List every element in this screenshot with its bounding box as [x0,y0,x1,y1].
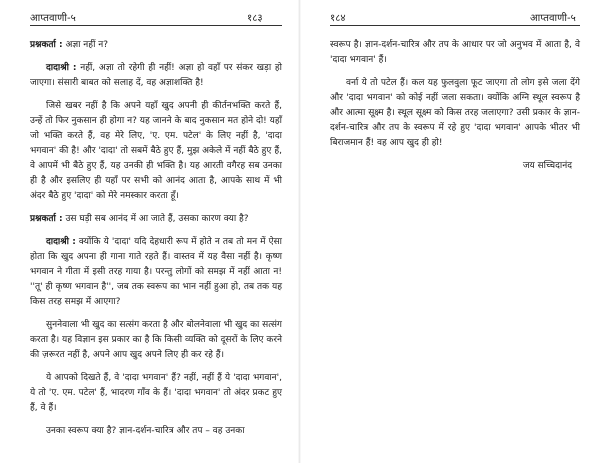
paragraph-text: उस घड़ी सब आनंद में आ जाते हैं, उसका कारण क्या है? [65,214,249,224]
paragraph-text: क्योंकि ये 'दादा' यदि देहधारी रूप में होते न तब तो मन में ऐसा होता कि खुद अपना ही गाना गाते रहते हैं। वास्तव में यह वैसा नहीं है। कृष्ण भगवान ने गीता में इसी तरह गाया है। परन्तु लोगों को समझ में नहीं आता न! ''तू' ही कृष्ण भगवान है'', जब तक स्वरूप का भान नहीं हुआ हो, तब तक यह किस तरह समझ में आएगा? [30,237,282,307]
left-header-rule [30,25,282,26]
speaker-label: प्रश्नकर्ता : [30,40,63,50]
speaker-label: दादाश्री : [46,237,76,247]
paragraph [30,318,282,363]
speaker-label: दादाश्री : [46,63,77,73]
paragraph-text: वर्ना ये तो पटेल हैं। कल यह फुलवुला फूट जाएगा तो लोग इसे जला देंगे और 'दादा भगवान' को कोई नहीं जला सकता। क्योंकि अग्नि स्थूल स्वरूप है और आत्मा सूक्ष्म है। स्थूल सूक्ष्म को किस तरह जलाएगा? उसी प्रकार के ज्ञान-दर्शन-चारित्र और तप के स्वरूप में रहे हुए 'दादा भगवान' आपके भीतर भी बिराजमान हैं! वह आप खुद ही हो! [330,78,580,148]
paragraph [30,212,282,227]
paragraph-text: स्वरूप है। ज्ञान-दर्शन-चारित्र और तप के आधार पर जो अनुभव में आता है, वे 'दादा भगवान' हैं। [330,40,580,65]
paragraph [30,61,282,91]
right-running-title: आप्तवाणी-५ [530,13,576,24]
right-page-number: १८४ [330,13,346,24]
paragraph-text: नहीं, अज्ञा तो रहेगी ही नहीं! अज्ञा हो वहाँ पर संकर खड़ा हो जाएगा। संसारी बाबत को सलाह दें, वह अज्ञाशक्ति है! [30,63,282,88]
left-page-number: १८३ [247,13,263,24]
paragraph-text: अज्ञा नहीं न? [65,40,109,50]
paragraph-text: उनका स्वरूप क्या है? ज्ञान-दर्शन-चारित्र और तप – वह उनका [46,426,245,436]
closing-signature: जय सच्चिदानंद [522,161,572,171]
paragraph [30,371,282,416]
paragraph [330,38,580,68]
right-body-text [330,38,580,174]
paragraph [30,235,282,310]
paragraph-text: सुननेवाला भी खुद का सत्संग करता है और बोलनेवाला भी खुद का सत्संग करता है। यह विज्ञान इस प्रकार का है कि किसी व्यक्ति को दूसरों के लिए करने की ज़रूरत नहीं है, अपने आप खुद अपने लिए ही कर रहे हैं। [30,320,282,360]
paragraph [330,76,580,151]
paragraph [30,424,282,439]
paragraph-text: ये आपको दिखते हैं, वे 'दादा भगवान' हैं? नहीं, नहीं हैं ये 'दादा भगवान', ये तो 'ए. एम. पटेल' हैं, भादरण गाँव के हैं। 'दादा भगवान' तो अंदर प्रकट हुए हैं, वे हैं। [30,373,282,413]
right-header-rule [330,25,580,26]
left-body-text [30,38,282,447]
paragraph [30,99,282,204]
speaker-label: प्रश्नकर्ता : [30,214,63,224]
left-running-title: आप्तवाणी-५ [30,13,76,24]
paragraph [30,38,282,53]
paragraph-text: जिसे खबर नहीं है कि अपने यहाँ खुद अपनी ही कीर्तनभक्ति करते हैं, उन्हें तो फिर नुकसान ही होगा न? यह जानने के बाद नुकसान मत होने दो! यहाँ जो भक्ति करते हैं, वह मेरे लिए, 'ए. एम. पटेल' के लिए नहीं है, 'दादा भगवान' की है! और 'दादा' तो सबमें बैठे हुए हैं, मुझ अकेले में नहीं बैठे हुए हैं, वे आपमें भी बैठे हुए हैं, यह उनकी ही भक्ति है। यह आरती वगैरह सब उनका ही है और इसलिए ही यहाँ पर सभी को आनंद आता है, आपके साथ में भी अंदर बैठे हुए 'दादा' को मेरे नमस्कार करता हूँ। [30,101,282,201]
